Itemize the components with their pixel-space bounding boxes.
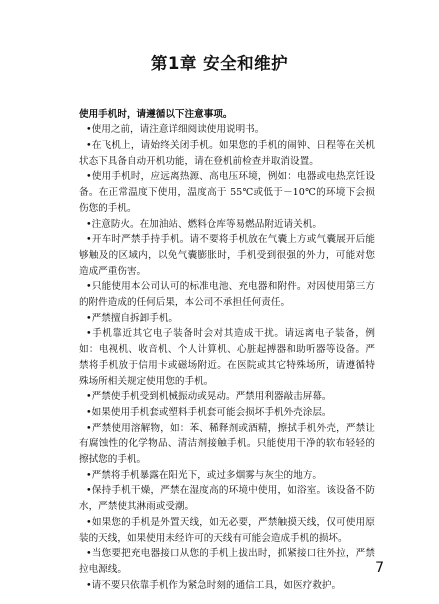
list-item: •注意防火。在加油站、燃料仓库等易燃品附近请关机。 <box>86 218 322 230</box>
list-item: •使用之前，请注意详细阅读使用说明书。 <box>86 124 265 136</box>
list-item: •请不要只依靠手机作为紧急时刻的通信工具，如医疗救护。 <box>86 579 342 591</box>
list-item: •在飞机上，请始终关闭手机。如果您的手机的闹钟、日程等在关机状态下具备自动开机功能，请在登机前检查并取消设置。 <box>79 140 375 167</box>
list-item: •只能使用本公司认可的标准电池、充电器和附件。对因使用第三方的附件造成的任何后果，本公司不承担任何责任。 <box>79 281 375 309</box>
list-item: •严禁将手机暴露在阳光下，或过多烟雾与灰尘的地方。 <box>86 469 322 481</box>
intro-heading: 使用手机时，请遵循以下注意事项。 <box>79 108 233 120</box>
list-item: •严禁擅自拆卸手机。 <box>86 312 179 324</box>
list-item: •如果您的手机是外置天线，如无必要，严禁触摸天线，仅可使用原装的天线，如果使用未经许可的天线有可能会造成手机的损坏。 <box>79 516 375 544</box>
chapter-title: 第1章 安全和维护 <box>150 54 289 73</box>
list-item: •严禁使用溶解物，如：苯、稀释剂或酒精，擦拭手机外壳，严禁让有腐蚀性的化学物品、清洁剂接触手机。只能使用干净的软布轻轻的擦拭您的手机。 <box>79 422 375 466</box>
list-item: •保持手机干燥，严禁在湿度高的环境中使用，如浴室。该设备不防水，严禁使其淋雨或受潮。 <box>79 485 375 513</box>
list-item: •使用手机时，应远离热源、高电压环境，例如：电器或电热烹饪设备。在正常温度下使用，温度高于 55℃或低于－10℃的环境下会损伤您的手机。 <box>79 171 375 214</box>
page-number: 7 <box>375 560 384 576</box>
list-item: •如果使用手机套或塑料手机套可能会损坏手机外壳涂层。 <box>86 406 332 418</box>
list-item: •严禁使手机受到机械振动或晃动。严禁用利器敲击屏幕。 <box>86 391 332 403</box>
list-item: •开车时严禁手持手机。请不要将手机放在气囊上方或气囊展开后能够触及的区域内，以免气囊膨胀时，手机受到很强的外力，可能对您造成严重伤害。 <box>79 234 375 277</box>
safety-content <box>79 97 375 593</box>
list-item: •当您要把充电器接口从您的手机上拔出时，抓紧接口往外拉，严禁拉电源线。 <box>79 548 375 575</box>
list-item: •手机靠近其它电子装备时会对其造成干扰。请远离电子装备，例如：电视机、收音机、个人计算机、心脏起搏器和助听器等设备。严禁将手机放于信用卡或磁场附近。在医院或其它特殊场所，请遵循特殊场所相关规定使用您的手机。 <box>79 328 375 387</box>
